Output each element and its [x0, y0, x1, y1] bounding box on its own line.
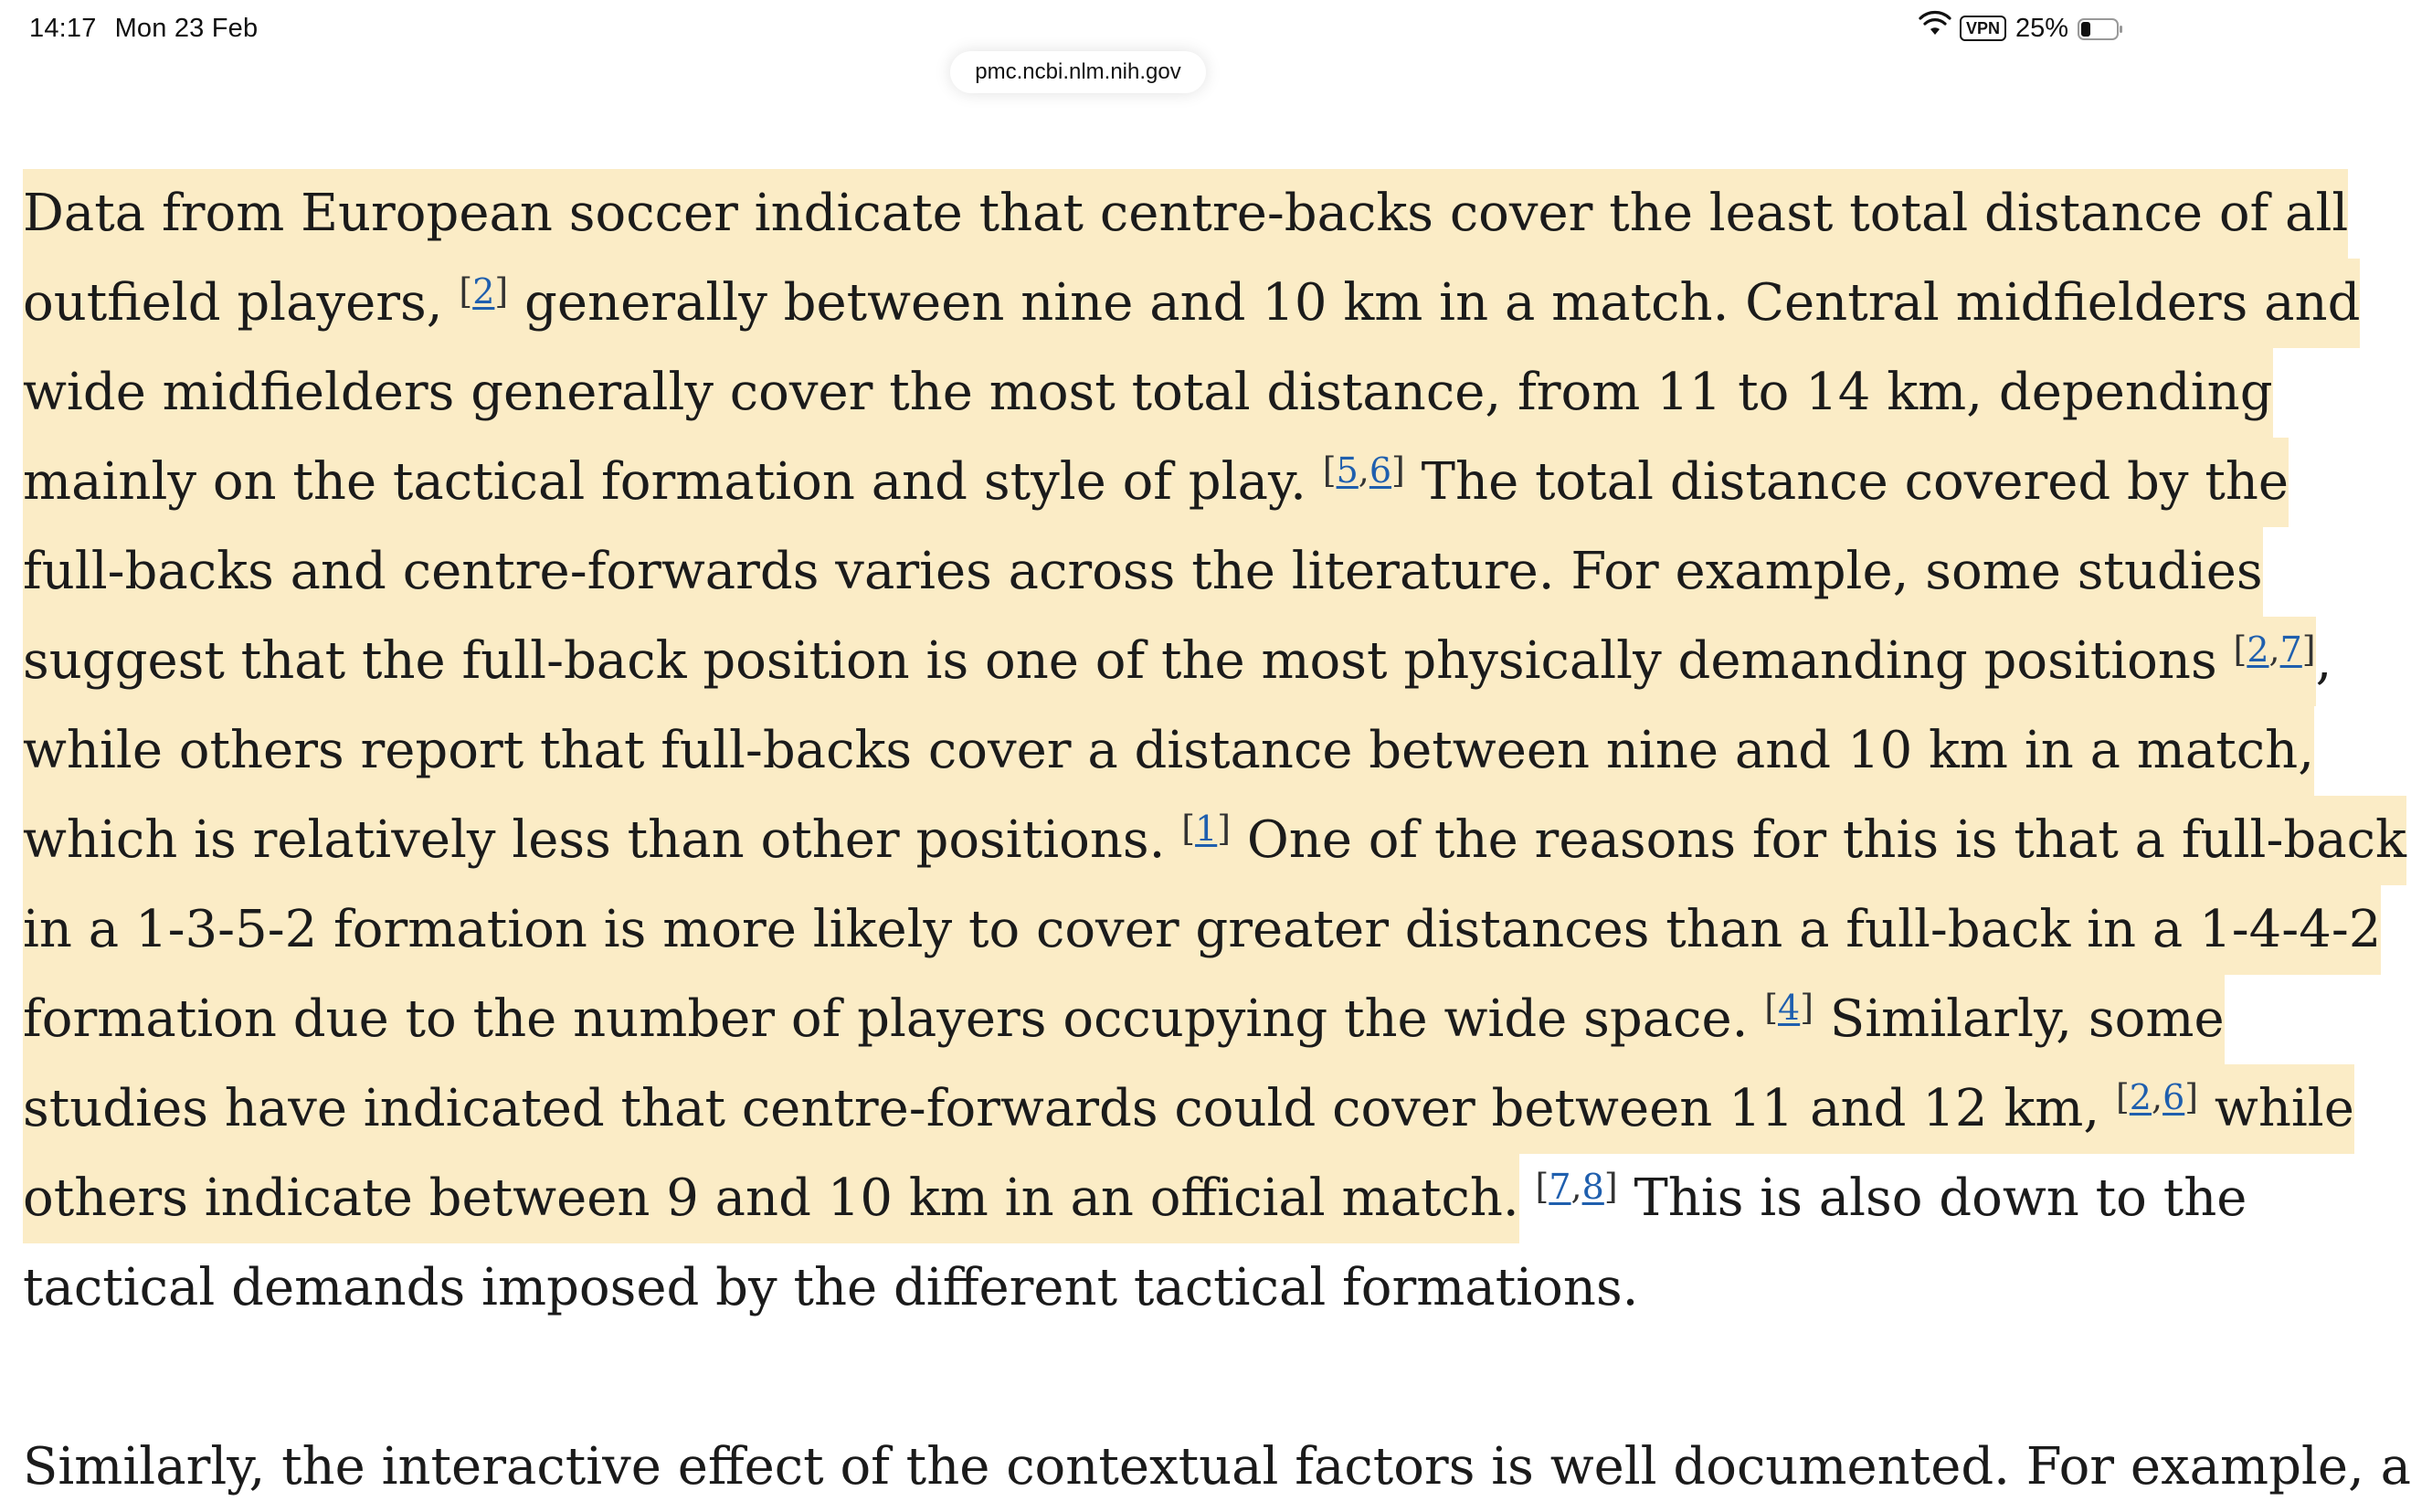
text-segment: while [2198, 1079, 2354, 1138]
paragraph-gap [23, 1333, 2156, 1422]
text-line [23, 1064, 2354, 1154]
body-text: Similarly, the interactive effect of the contextual factors is well documented. For example, a [23, 1437, 2411, 1496]
citation: [2,7] [2233, 629, 2316, 670]
text-segment: , [2315, 631, 2332, 691]
status-bar [0, 0, 2156, 58]
text-segment: formation due to the number of players occupying the wide space. [23, 989, 1765, 1049]
citation-link[interactable]: 2 [2129, 1077, 2152, 1117]
highlighted-text [23, 259, 2360, 348]
citation-link[interactable]: 1 [1195, 809, 1218, 849]
citation-link[interactable]: 2 [472, 271, 495, 312]
text-line [23, 438, 2289, 527]
citation: [1] [1181, 809, 1232, 849]
body-text: tactical demands imposed by the different tactical formations. [23, 1258, 1639, 1317]
citation: [5,6] [1322, 450, 1405, 491]
text-line [23, 169, 2349, 259]
citation: [7,8] [1535, 1167, 1618, 1207]
text-segment: studies have indicated that centre-forwards could cover between 11 and 12 km, [23, 1079, 2116, 1138]
text-line [23, 975, 2225, 1064]
highlighted-text [23, 975, 2225, 1064]
citation-link[interactable]: 2 [2247, 629, 2269, 670]
text-segment: This is also down to the [1617, 1168, 2247, 1228]
citation: [2,6] [2115, 1077, 2199, 1117]
text-line [23, 617, 2332, 706]
text-segment: The total distance covered by the [1404, 452, 2289, 512]
text-line [23, 1422, 2411, 1512]
text-line [23, 348, 2273, 438]
text-segment: Similarly, some [1814, 989, 2225, 1049]
citation-link[interactable]: 6 [2162, 1077, 2185, 1117]
highlighted-text: Data from European soccer indicate that centre-backs cover the least total distance of all [23, 169, 2348, 259]
highlighted-text [23, 438, 2289, 527]
status-right-group [1919, 13, 2123, 44]
highlighted-text: while others report that full-backs cover a distance between nine and 10 km in a match, [23, 706, 2314, 796]
text-segment: outfield players, [23, 273, 460, 333]
citation-link[interactable]: 7 [2279, 629, 2302, 670]
citation-link[interactable]: 7 [1549, 1167, 1571, 1207]
highlighted-text: in a 1-3-5-2 formation is more likely to cover greater distances than a full-back in a 1-4-4-2 [23, 885, 2381, 975]
highlighted-text [23, 1064, 2354, 1154]
text-segment: generally between nine and 10 km in a match. Central midfielders and [508, 273, 2361, 333]
highlighted-text [23, 796, 2406, 885]
citation-link[interactable]: 6 [1369, 450, 1392, 491]
citation: [4] [1764, 988, 1814, 1028]
text-line [23, 527, 2263, 617]
text-segment: mainly on the tactical formation and style of play. [23, 452, 1323, 512]
text-line [23, 1154, 2247, 1243]
text-line [23, 1243, 2156, 1333]
battery-percentage: 25% [2014, 13, 2068, 43]
text-line [23, 706, 2315, 796]
text-segment: suggest that the full-back position is one of the most physically demanding positions [23, 631, 2234, 691]
article-body [23, 169, 2411, 1512]
text-line [23, 885, 2382, 975]
citation: [2] [459, 271, 509, 312]
text-segment: One of the reasons for this is that a full-back [1231, 810, 2406, 870]
highlighted-text: wide midfielders generally cover the most total distance, from 11 to 14 km, depending [23, 348, 2273, 438]
vpn-badge: VPN [1960, 16, 2006, 41]
wifi-icon [1919, 13, 1951, 44]
highlighted-text: others indicate between 9 and 10 km in an official match. [23, 1154, 1519, 1243]
citation-link[interactable]: 8 [1581, 1167, 1604, 1207]
status-time-date [29, 14, 258, 44]
text-line [23, 259, 2361, 348]
address-bar-url: pmc.ncbi.nlm.nih.gov [975, 59, 1181, 84]
battery-icon [2078, 17, 2123, 39]
highlighted-text: full-backs and centre-forwards varies across the literature. For example, some studies [23, 527, 2263, 617]
status-date: Mon 23 Feb [114, 14, 259, 43]
text-segment: which is relatively less than other positions. [23, 810, 1182, 870]
citation-link[interactable]: 5 [1336, 450, 1359, 491]
address-bar[interactable] [950, 51, 1206, 93]
citation-link[interactable]: 4 [1778, 988, 1801, 1028]
highlighted-text [23, 617, 2316, 706]
text-line [23, 796, 2406, 885]
status-time: 14:17 [29, 14, 97, 43]
text-segment [1519, 1168, 1536, 1228]
